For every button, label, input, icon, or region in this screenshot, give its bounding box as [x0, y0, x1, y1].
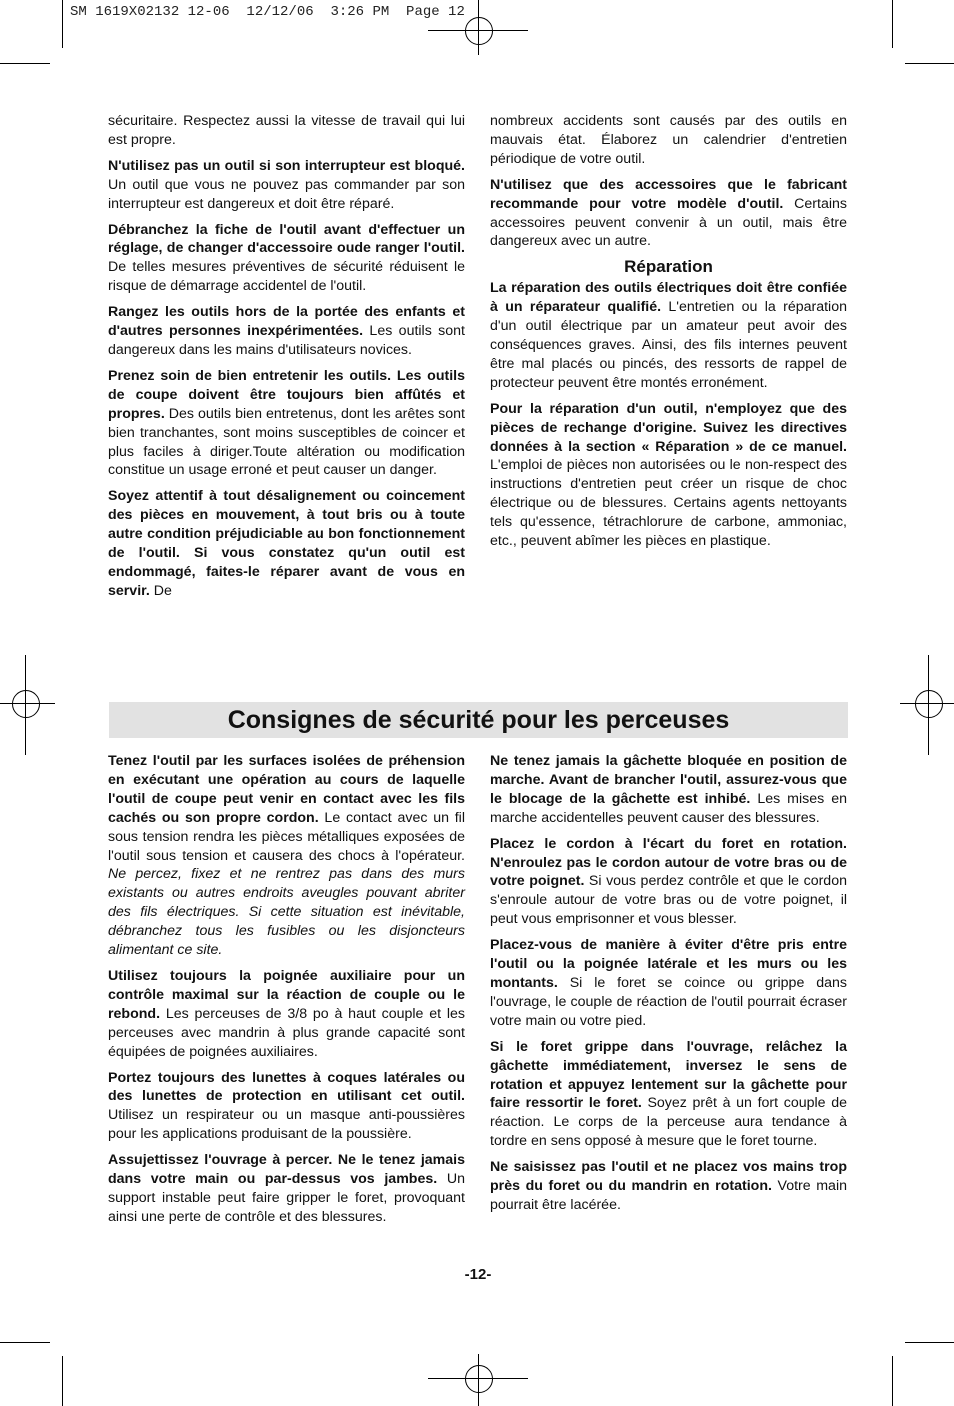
column-right-top [490, 112, 847, 558]
paragraph-text: Certains accessoires peuvent convenir à un outil, mais être dangereux avec un autre. [490, 195, 847, 250]
paragraph [108, 112, 465, 150]
paragraph [490, 1158, 847, 1215]
paragraph-lead: N'utilisez pas un outil si son interrupteur est bloqué. [108, 157, 465, 174]
paragraph-text: Votre main pourrait être lacérée. [490, 1178, 847, 1213]
paragraph-text: De telles mesures préventives de sécurité réduisent le risque de démarrage accidentel de l'outil. [108, 259, 465, 295]
column-right-bottom [490, 752, 847, 1222]
paragraph-lead: Utilisez toujours la poignée auxiliaire pour un contrôle maximal sur la réaction de couple ou le rebond. [108, 967, 465, 1022]
paragraph-text: Un outil que vous ne pouvez pas commander par son interrupteur est dangereux et doit être réparé. [108, 176, 465, 212]
paragraph-lead: Ne tenez jamais la gâchette bloquée en position de marche. Avant de brancher l'outil, assurez-vous que le blocage de la gâchette est inhibé. [490, 753, 847, 807]
paragraph [108, 1069, 465, 1145]
paragraph-lead: Ne saisissez pas l'outil et ne placez vos mains trop près du foret ou du mandrin en rotation. [490, 1159, 847, 1195]
registration-mark-right [900, 655, 954, 755]
paragraph [490, 400, 847, 551]
paragraph-lead: Prenez soin de bien entretenir les outils. Les outils de coupe doivent être toujours bien affûtés et propres. [108, 367, 465, 422]
crop-mark-top-left-h [0, 63, 50, 64]
paragraph-text: Utilisez un respirateur ou un masque anti-poussières pour les applications produisant de la poussière. [108, 1107, 465, 1143]
paragraph-lead: Pour la réparation d'un outil, n'employez que des pièces de rechange d'origine. Suivez les directives données à la section « Réparation » de ce manuel. [490, 400, 847, 455]
crop-mark-top-right-v [892, 0, 893, 48]
right-top-paragraphs [490, 112, 847, 251]
paragraph-text: Les outils sont dangereux dans les mains d'utilisateurs novices. [108, 323, 465, 358]
crop-mark-top-right-h [905, 63, 954, 64]
paragraph-text: Un support instable peut faire gripper le foret, provoquant ainsi une perte de contrôle et des blessures. [108, 1171, 465, 1225]
section-title: Consignes de sécurité pour les perceuses [109, 702, 848, 738]
column-left-top [108, 112, 465, 608]
paragraph [490, 279, 847, 392]
paragraph-lead: Débranchez la fiche de l'outil avant d'effectuer un réglage, de changer d'accessoire oude ranger l'outil. [108, 221, 465, 257]
paragraph-text: Les perceuses de 3/8 po à haut couple et les perceuses avec mandrin à plus grande capacité sont équipées de poignées auxiliaires. [108, 1005, 465, 1060]
paragraph-lead: Tenez l'outil par les surfaces isolées de préhension en exécutant une opération au cours de laquelle l'outil de coupe peut venir en contact avec les fils cachés ou son propre cordon. [108, 753, 465, 826]
paragraph [108, 367, 465, 480]
print-slug: SM 1619X02132 12-06 12/12/06 3:26 PM Page 12 [70, 4, 465, 20]
paragraph [490, 936, 847, 1031]
paragraph [108, 752, 465, 960]
crop-mark-bottom-left-v [62, 1356, 63, 1406]
paragraph-text: Les mises en marche accidentelles peuvent causer des blessures. [490, 790, 847, 826]
paragraph-lead: Soyez attentif à tout désalignement ou coincement des pièces en mouvement, à tout bris ou à toute autre condition préjudiciable au bon fonctionnement de l'outil. Si vous constatez qu'un outil est endommagé, faites-le réparer avant de vous en servir. [108, 488, 465, 599]
paragraph-lead: Portez toujours des lunettes à coques latérales ou des lunettes de protection en utilisant cet outil. [108, 1069, 465, 1105]
paragraph [108, 1151, 465, 1227]
paragraph-text: L'emploi de pièces non autorisées ou le non-respect des instructions d'entretien peut créer un risque de choc électrique ou de blessures. Certains agents nettoyants tels qu'essence, tétrachlorure de carbone, ammoniac, etc., peuvent abîmer les pièces en plastique. [490, 457, 847, 550]
paragraph-lead: La réparation des outils électriques doit être confiée à un réparateur qualifié. [490, 280, 847, 316]
paragraph-text: De [149, 582, 172, 599]
paragraph-lead: Placez le cordon à l'écart du foret en rotation. N'enroulez pas le cordon autour de votre bras ou de votre poignet. [490, 835, 847, 890]
paragraph-lead: N'utilisez que des accessoires que le fabricant recommande pour votre modèle d'outil. [490, 176, 847, 212]
paragraph-text: Le contact avec un fil sous tension rendra les pièces métalliques exposées de l'outil sous tension et causera des chocs à l'opérateur. [108, 809, 465, 864]
paragraph [108, 303, 465, 360]
column-left-bottom [108, 752, 465, 1234]
paragraph [490, 1038, 847, 1151]
repair-paragraphs [490, 279, 847, 551]
paragraph-text: L'entretien ou la réparation d'un outil électrique par un amateur peut avoir des conséquences graves. Ainsi, des fils internes peuvent être mal placés ou pincés, des ressorts de rappel de protecteur peuvent être montés erronément. [490, 299, 847, 391]
crop-mark-bottom-right-v [892, 1356, 893, 1406]
paragraph [490, 752, 847, 828]
paragraph [490, 835, 847, 930]
registration-mark-top [428, 0, 528, 55]
paragraph-italic: Ne percez, fixez et ne rentrez pas dans des murs existants ou autres endroits aveugles pouvant abriter des fils électriques. Si cette situation est inévitable, débranchez tous les fusibles ou les disjoncteurs alimentant ce site. [108, 866, 465, 959]
paragraph [108, 487, 465, 600]
registration-mark-bottom [428, 1354, 528, 1406]
paragraph-lead: Rangez les outils hors de la portée des enfants et d'autres personnes inexpérimentées. [108, 304, 465, 340]
paragraph-lead: Placez-vous de manière à éviter d'être pris entre l'outil ou la poignée latérale et les murs ou les montants. [490, 937, 847, 991]
paragraph-text: Soyez prêt à un fort couple de réaction. Le corps de la perceuse aura tendance à tordre en sens opposé à mesure que le foret tourne. [490, 1095, 847, 1150]
registration-mark-left [0, 655, 55, 755]
paragraph-lead: Assujettissez l'ouvrage à percer. Ne le tenez jamais dans votre main ou par-dessus vos jambes. [108, 1152, 465, 1188]
paragraph-text: sécuritaire. Respectez aussi la vitesse de travail qui lui est propre. [108, 113, 465, 148]
crop-mark-top-left-v [62, 0, 63, 48]
paragraph-text: Des outils bien entretenus, dont les arêtes sont bien tranchantes, sont moins susceptibles de coincer et plus faciles à diriger.Toute altération ou modification constitue un usage erroné et peut causer un danger. [108, 405, 465, 479]
paragraph [490, 176, 847, 252]
crop-mark-bottom-left-h [0, 1342, 50, 1343]
page-number: -12- [464, 1266, 492, 1283]
crop-mark-bottom-right-h [905, 1342, 954, 1343]
paragraph-lead: Si le foret grippe dans l'ouvrage, relâchez la gâchette immédiatement, inversez le sens de rotation et appuyez lentement sur la gâchette pour faire ressortir le foret. [490, 1038, 847, 1112]
paragraph [490, 112, 847, 169]
paragraph [108, 967, 465, 1062]
paragraph [108, 221, 465, 297]
paragraph [108, 157, 465, 214]
paragraph-text: nombreux accidents sont causés par des outils en mauvais état. Élaborez un calendrier d'entretien périodique de votre outil. [490, 113, 847, 167]
repair-heading: Réparation [624, 257, 713, 277]
paragraph-text: Si vous perdez contrôle et que le cordon s'enroule autour de votre bras ou de votre poignet, il peut vous emprisonner et vous blesser. [490, 873, 847, 928]
paragraph-text: Si le foret se coince ou grippe dans l'ouvrage, le couple de réaction de l'outil pourrait écraser votre main ou votre pied. [490, 974, 847, 1029]
